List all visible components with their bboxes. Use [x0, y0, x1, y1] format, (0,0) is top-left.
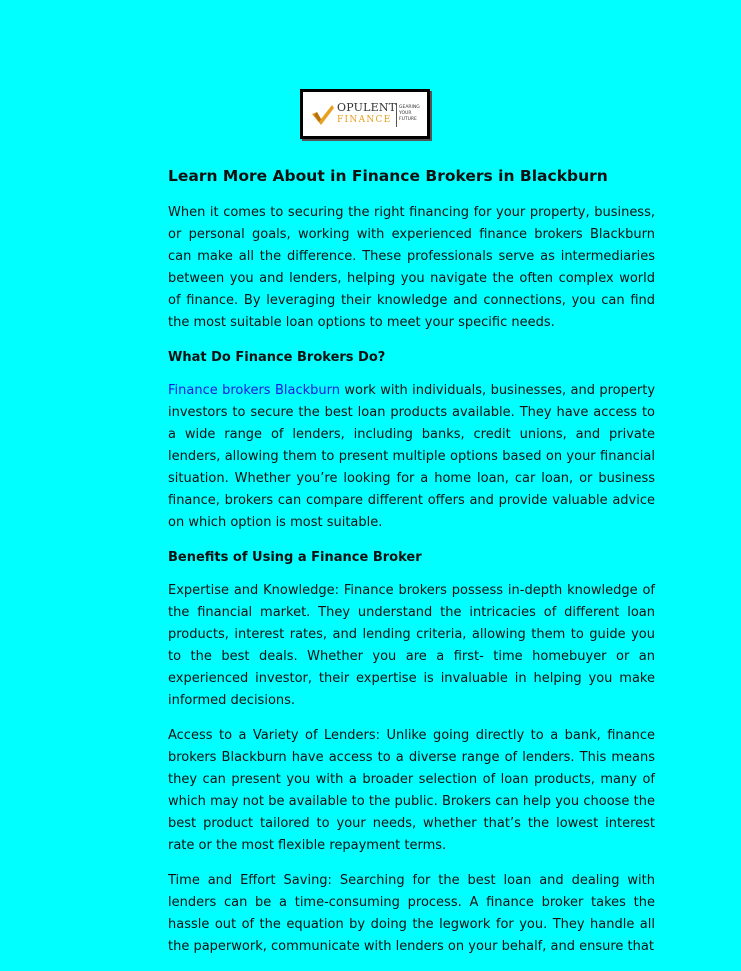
logo-divider	[396, 103, 397, 127]
section1-text: work with individuals, businesses, and property investors to secure the best loan products available. They have access to a wide range of lenders, including banks, credit unions, and private lenders, allowing them to present multiple options based on your financial situation. Whether you’re looking for a home loan, car loan, or business finance, brokers can compare different offers and provide valuable advice on which option is most suitable.	[168, 383, 656, 530]
logo-tagline: GEARING YOUR FUTURE	[399, 105, 420, 122]
benefit-lenders-paragraph: Access to a Variety of Lenders: Unlike going directly to a bank, finance brokers Blackburn have access to a diverse range of lenders. This means they can present you with a broader selection of loan products, many of which may not be available to the public. Brokers can help you choose the best product tailored to your needs, whether that’s the lowest interest rate or the most flexible repayment terms.	[168, 728, 655, 853]
benefit-expertise-paragraph: Expertise and Knowledge: Finance brokers possess in-depth knowledge of the financial market. They understand the intricacies of different loan products, interest rates, and lending criteria, allowing them to guide you to the best deals. Whether you are a first- time homebuyer or an experienced investor, their expertise is invaluable in helping you make informed decisions.	[168, 583, 655, 708]
benefit-time-paragraph: Time and Effort Saving: Searching for the best loan and dealing with lenders can be a time-consuming process. A finance broker takes the hassle out of the equation by doing the legwork for you. They handle all the paperwork, communicate with lenders on your behalf, and ensure that	[168, 873, 655, 954]
checkmark-logo-icon	[311, 104, 335, 126]
logo-name-line1: OPULENT	[337, 101, 397, 114]
logo-wordmark	[337, 102, 396, 126]
article-body	[168, 164, 655, 971]
section-heading-what-brokers-do: What Do Finance Brokers Do?	[168, 350, 386, 365]
intro-paragraph: When it comes to securing the right financing for your property, business, or personal goals, working with experienced finance brokers Blackburn can make all the difference. These professionals serve as intermediaries between you and lenders, helping you navigate the often complex world of finance. By leveraging their knowledge and connections, you can find the most suitable loan options to meet your specific needs.	[168, 205, 655, 330]
section1-paragraph	[168, 380, 655, 534]
section-heading-benefits: Benefits of Using a Finance Broker	[168, 550, 422, 565]
company-logo	[300, 89, 430, 139]
article-title: Learn More About in Finance Brokers in Blackburn	[168, 167, 608, 185]
finance-brokers-link[interactable]: Finance brokers Blackburn	[168, 383, 340, 398]
logo-name-line2: FINANCE	[337, 115, 392, 125]
